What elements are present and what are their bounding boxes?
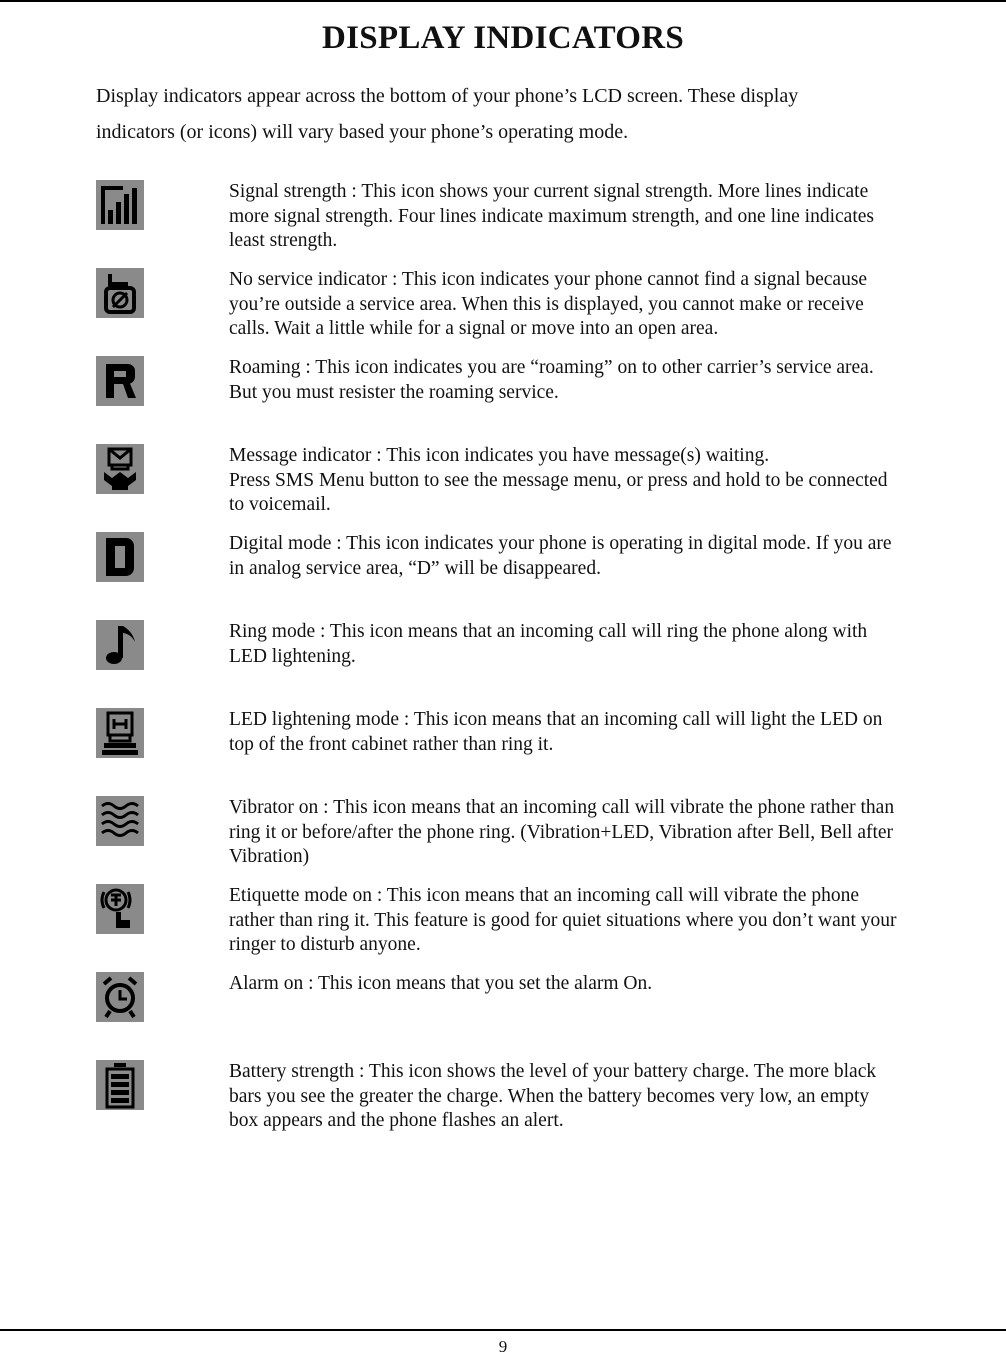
indicator-text: Etiquette mode on : This icon means that an incoming call will vibrate the phone rather than ring it. This feature is good for quiet situations where you don’t want your ringer to disturb anyone. [229,885,897,955]
no-service-icon [96,268,144,318]
ring-mode-icon [96,620,144,670]
indicator-text: Ring mode : This icon means that an incoming call will ring the phone along with LED lightening. [229,621,868,667]
page-number: 9 [498,1337,508,1356]
roaming-icon [96,356,144,406]
digital-mode-icon [96,532,144,582]
intro-paragraph: Display indicators appear across the bottom of your phone’s LCD screen. These display indicators (or icons) will vary based your phone’s operating mode. [96,85,799,143]
message-icon [96,444,144,494]
indicator-text-line: Press SMS Menu button to see the message menu, or press and hold to be connected to voicemail. [229,469,888,515]
indicator-text: Alarm on : This icon means that you set the alarm On. [229,973,653,994]
indicator-text [229,444,901,518]
top-rule [0,0,1006,2]
indicator-text: Vibrator on : This icon means that an incoming call will vibrate the phone rather than ring it or before/after the phone ring. (Vibration+LED, Vibration after Bell, Bell after Vibration) [229,797,895,867]
indicator-text-line: Message indicator : This icon indicates you have message(s) waiting. [229,445,770,466]
indicator-text: Digital mode : This icon indicates your phone is operating in digital mode. If you are in analog service area, “D” will be disappeared. [229,533,892,579]
vibrator-icon [96,796,144,846]
indicator-text: Battery strength : This icon shows the level of your battery charge. The more black bars you see the greater the charge. When the battery becomes very low, an empty box appears and the phone flashes an alert. [229,1061,877,1131]
led-mode-icon [96,708,144,758]
indicator-text: Roaming : This icon indicates you are “roaming” on to other carrier’s service area. But you must resister the roaming service. [229,357,874,403]
indicator-text: No service indicator : This icon indicates your phone cannot find a signal because you’re outside a service area. When this is displayed, you cannot make or receive calls. Wait a little while for a signal or move into an open area. [229,269,868,339]
etiquette-mode-icon [96,884,144,934]
signal-strength-icon [96,180,144,230]
bottom-rule [0,1329,1006,1331]
indicator-text: LED lightening mode : This icon means that an incoming call will light the LED on top of the front cabinet rather than ring it. [229,709,883,755]
page-title: DISPLAY INDICATORS [321,20,685,56]
indicator-text: Signal strength : This icon shows your current signal strength. More lines indicate more signal strength. Four lines indicate maximum strength, and one line indicates least strength. [229,181,874,251]
battery-icon [96,1060,144,1110]
alarm-icon [96,972,144,1022]
